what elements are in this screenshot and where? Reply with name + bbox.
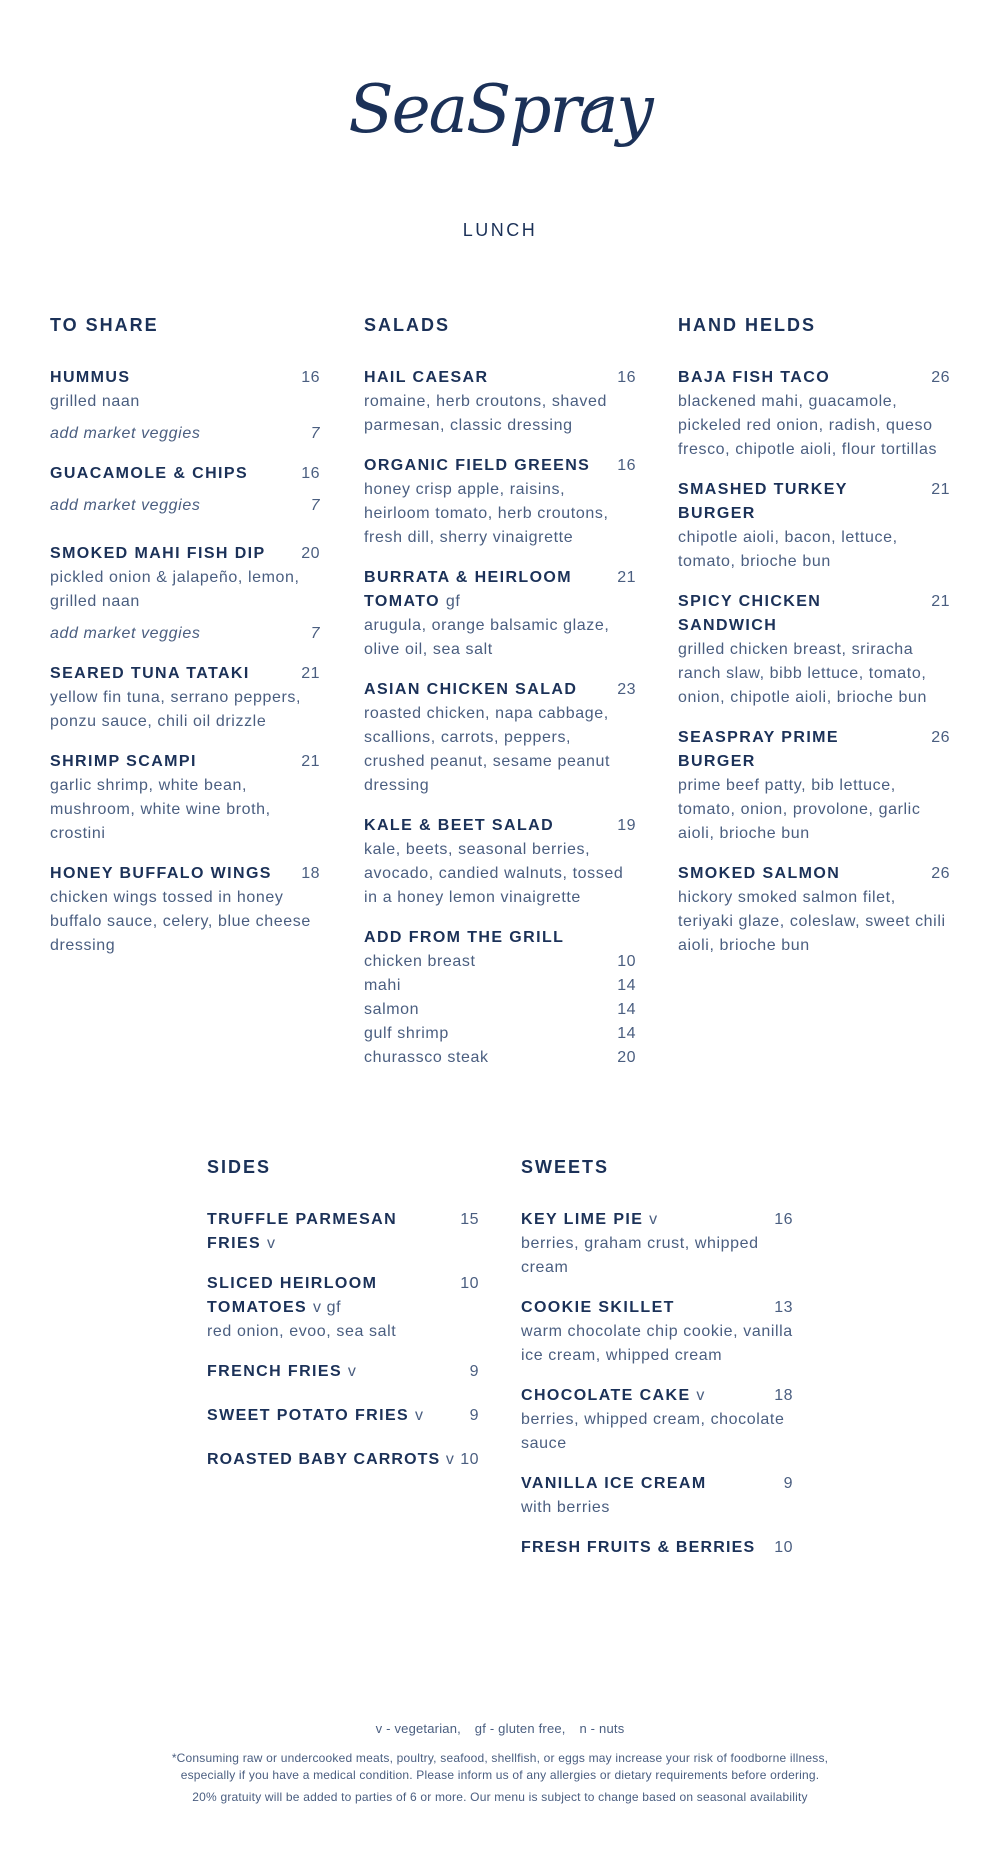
menu-item (678, 366, 950, 462)
item-description: arugula, orange balsamic glaze, olive oil, sea salt (364, 617, 610, 658)
item-name: KEY LIME PIE (521, 1211, 644, 1228)
menu-item (50, 662, 320, 734)
item-description: hickory smoked salmon filet, teriyaki glaze, coleslaw, sweet chili aioli, brioche bun (678, 889, 946, 954)
item-price: 18 (774, 1387, 793, 1404)
menu-item (50, 366, 320, 446)
item-name: ROASTED BABY CARROTS (207, 1451, 441, 1468)
grill-item-name: mahi (364, 977, 402, 994)
item-name: SWEET POTATO FRIES (207, 1407, 410, 1424)
item-name: BURRATA & HEIRLOOM TOMATO (364, 569, 572, 610)
disclaimer-line: *Consuming raw or undercooked meats, poultry, seafood, shellfish, or eggs may increase your risk of foodborne illness, (171, 1751, 829, 1765)
item-price: 26 (931, 729, 950, 746)
section-heading: SWEETS (521, 1157, 610, 1177)
item-name: FRESH FRUITS & BERRIES (521, 1539, 756, 1556)
section-heading: TO SHARE (50, 315, 159, 335)
section-heading: SALADS (364, 315, 451, 335)
addon-label: add market veggies (50, 625, 201, 642)
food-safety-disclaimer (0, 1750, 1000, 1784)
menu-item (207, 1360, 479, 1384)
grill-item-price: 20 (617, 1049, 636, 1066)
grill-item-price: 10 (617, 953, 636, 970)
item-price: 21 (301, 665, 320, 682)
item-description: blackened mahi, guacamole, pickeled red onion, radish, queso fresco, chipotle aioli, flour tortillas (678, 393, 938, 458)
item-name: HONEY BUFFALO WINGS (50, 865, 272, 882)
item-addon (50, 494, 320, 518)
item-description: with berries (521, 1499, 611, 1516)
grill-item-name: churassco steak (364, 1049, 489, 1066)
menu-item (50, 542, 320, 646)
section-heading: HAND HELDS (678, 315, 817, 335)
menu-item (50, 750, 320, 846)
item-description: grilled naan (50, 393, 140, 410)
item-addon (50, 422, 320, 446)
item-price: 26 (931, 865, 950, 882)
logo-text: SeaSpray (348, 71, 652, 148)
menu-item (50, 862, 320, 958)
menu-item (678, 862, 950, 958)
menu-item (207, 1404, 479, 1428)
item-price: 9 (469, 1363, 479, 1380)
item-price: 21 (617, 569, 636, 586)
item-name: SPICY CHICKEN SANDWICH (678, 593, 822, 634)
item-name: TRUFFLE PARMESAN FRIES (207, 1211, 398, 1252)
menu-item (521, 1536, 793, 1560)
grill-heading: ADD FROM THE GRILL (364, 929, 565, 946)
legend-item: gf - gluten free, (474, 1721, 566, 1736)
item-name: BAJA FISH TACO (678, 369, 831, 386)
grill-row (364, 974, 636, 998)
meal-title: LUNCH (462, 220, 538, 240)
item-name: VANILLA ICE CREAM (521, 1475, 707, 1492)
item-name: ASIAN CHICKEN SALAD (364, 681, 578, 698)
grill-item-price: 14 (617, 1025, 636, 1042)
item-price: 16 (301, 465, 320, 482)
item-description: warm chocolate chip cookie, vanilla ice cream, whipped cream (521, 1323, 793, 1364)
item-name: HUMMUS (50, 369, 131, 386)
item-name: SMOKED MAHI FISH DIP (50, 545, 266, 562)
item-description: prime beef patty, bib lettuce, tomato, onion, provolone, garlic aioli, brioche bun (678, 777, 921, 842)
menu-item (364, 366, 636, 438)
menu-item (521, 1208, 793, 1280)
disclaimer-line: especially if you have a medical condition. Please inform us of any allergies or dietary requirements before ordering. (180, 1768, 820, 1782)
item-name: GUACAMOLE & CHIPS (50, 465, 249, 482)
item-price: 18 (301, 865, 320, 882)
grill-row (364, 998, 636, 1022)
grill-item-price: 14 (617, 977, 636, 994)
section-sweets (521, 1156, 793, 1576)
item-price: 23 (617, 681, 636, 698)
legend-item: n - nuts (579, 1721, 625, 1736)
dietary-tag: v (266, 1235, 276, 1252)
grill-item-name: chicken breast (364, 953, 476, 970)
item-price: 10 (774, 1539, 793, 1556)
section-salads (364, 314, 636, 1086)
menu-item (207, 1208, 479, 1256)
item-name: SEASPRAY PRIME BURGER (678, 729, 839, 770)
addon-label: add market veggies (50, 497, 201, 514)
dietary-tag: v (445, 1451, 455, 1468)
gratuity-note: 20% gratuity will be added to parties of 6 or more. Our menu is subject to change based on seasonal availability (192, 1790, 808, 1804)
item-description: berries, graham crust, whipped cream (521, 1235, 759, 1276)
menu-item (364, 566, 636, 662)
item-price: 26 (931, 369, 950, 386)
dietary-tag: v (347, 1363, 357, 1380)
section-to-share (50, 314, 320, 974)
item-description: chipotle aioli, bacon, lettuce, tomato, brioche bun (678, 529, 898, 570)
dietary-tag: v (649, 1211, 658, 1228)
brand-logo (0, 71, 1000, 177)
item-addon (50, 622, 320, 646)
menu-item (521, 1472, 793, 1520)
logo-wordmark (348, 71, 652, 172)
item-name: CHOCOLATE CAKE (521, 1387, 691, 1404)
grill-row (364, 1022, 636, 1046)
legend-item: v - vegetarian, (375, 1721, 461, 1736)
item-price: 10 (460, 1275, 479, 1292)
dietary-legend (0, 1721, 1000, 1736)
item-name: HAIL CAESAR (364, 369, 489, 386)
item-description: garlic shrimp, white bean, mushroom, white wine broth, crostini (50, 777, 271, 842)
item-description: yellow fin tuna, serrano peppers, ponzu sauce, chili oil drizzle (50, 689, 302, 730)
addon-price: 7 (310, 497, 320, 514)
item-price: 9 (469, 1407, 479, 1424)
dietary-tag: v (414, 1407, 424, 1424)
item-name: KALE & BEET SALAD (364, 817, 555, 834)
item-name: SHRIMP SCAMPI (50, 753, 197, 770)
addon-price: 7 (310, 425, 320, 442)
item-name: SLICED HEIRLOOM TOMATOES (207, 1275, 378, 1316)
menu-item (364, 454, 636, 550)
item-price: 16 (617, 369, 636, 386)
item-name: ORGANIC FIELD GREENS (364, 457, 591, 474)
section-sides (207, 1156, 479, 1488)
dietary-tag: v gf (312, 1299, 342, 1316)
grill-item-name: gulf shrimp (364, 1025, 449, 1042)
item-description: roasted chicken, napa cabbage, scallions, carrots, peppers, crushed peanut, sesame peanut dressing (364, 705, 611, 794)
grill-addons (364, 926, 636, 1070)
item-description: romaine, herb croutons, shaved parmesan, classic dressing (364, 393, 608, 434)
item-price: 15 (460, 1211, 479, 1228)
item-name: SMASHED TURKEY BURGER (678, 481, 848, 522)
item-price: 13 (774, 1299, 793, 1316)
grill-row (364, 950, 636, 974)
item-price: 9 (783, 1475, 793, 1492)
item-name: FRENCH FRIES (207, 1363, 343, 1380)
grill-item-name: salmon (364, 1001, 420, 1018)
dietary-tag: v (696, 1387, 705, 1404)
menu-item (521, 1296, 793, 1368)
item-description: pickled onion & jalapeño, lemon, grilled naan (50, 569, 300, 610)
section-hand-helds (678, 314, 950, 974)
item-description: grilled chicken breast, sriracha ranch slaw, bibb lettuce, tomato, onion, chipotle aioli, brioche bun (678, 641, 928, 706)
item-price: 20 (301, 545, 320, 562)
menu-item (678, 590, 950, 710)
section-heading: SIDES (207, 1157, 272, 1177)
grill-item-price: 14 (617, 1001, 636, 1018)
item-name: SMOKED SALMON (678, 865, 841, 882)
menu-item (678, 478, 950, 574)
item-price: 21 (931, 593, 950, 610)
item-price: 19 (617, 817, 636, 834)
menu-item (521, 1384, 793, 1456)
item-price: 16 (301, 369, 320, 386)
item-price: 10 (460, 1451, 479, 1468)
item-description: chicken wings tossed in honey buffalo sauce, celery, blue cheese dressing (50, 889, 311, 954)
item-name: COOKIE SKILLET (521, 1299, 675, 1316)
item-description: honey crisp apple, raisins, heirloom tomato, herb croutons, fresh dill, sherry vinaigrette (364, 481, 609, 546)
item-name: SEARED TUNA TATAKI (50, 665, 250, 682)
menu-item (50, 462, 320, 518)
menu-item (364, 814, 636, 910)
menu-item (207, 1272, 479, 1344)
item-price: 21 (301, 753, 320, 770)
grill-row (364, 1046, 636, 1070)
menu-item (364, 678, 636, 798)
item-description: kale, beets, seasonal berries, avocado, candied walnuts, tossed in a honey lemon vinaigrette (364, 841, 624, 906)
menu-item (678, 726, 950, 846)
item-price: 16 (774, 1211, 793, 1228)
addon-label: add market veggies (50, 425, 201, 442)
item-description: red onion, evoo, sea salt (207, 1323, 397, 1340)
item-price: 16 (617, 457, 636, 474)
dietary-tag: gf (445, 593, 461, 610)
addon-price: 7 (310, 625, 320, 642)
menu-item (207, 1448, 479, 1472)
item-price: 21 (931, 481, 950, 498)
item-description: berries, whipped cream, chocolate sauce (521, 1411, 785, 1452)
